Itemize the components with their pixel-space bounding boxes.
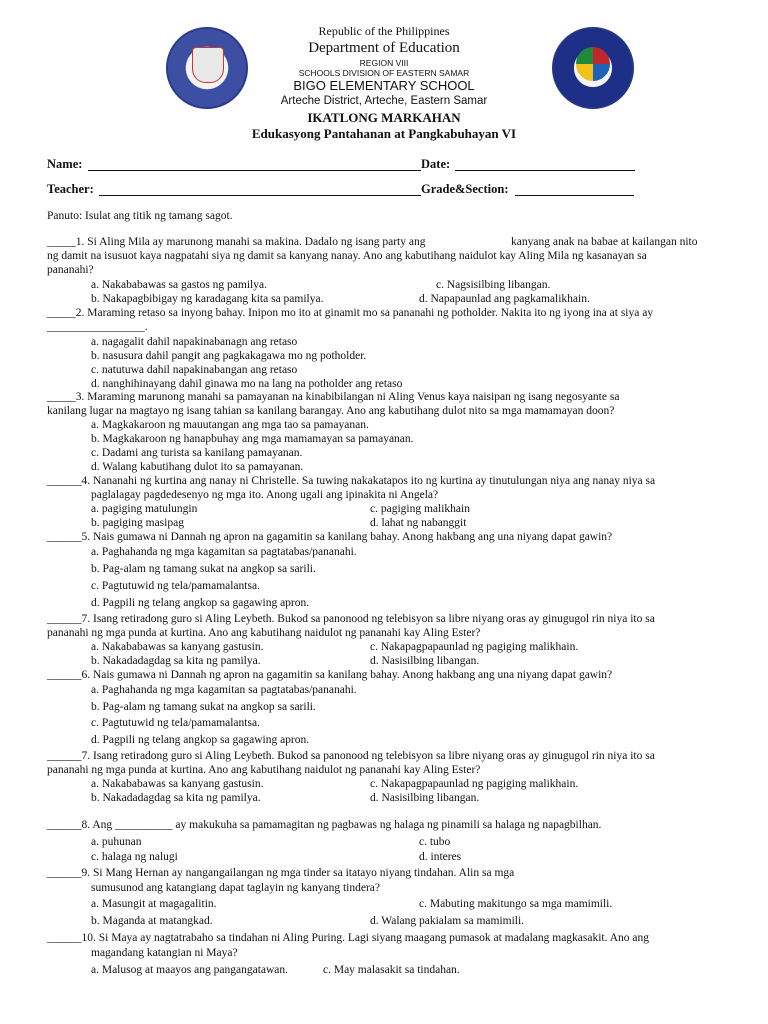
q2-line2: _________________. <box>47 321 148 333</box>
q2-line1: _____2. Maraming retaso sa inyong bahay. Inipon mo ito at ginamit mo sa pananahi ng potholder. Nakita ito ng iyong ina at siya ay <box>47 307 654 319</box>
q5-option-a: a. Paghahanda ng mga kagamitan sa pagtatabas/pananahi. <box>91 546 357 558</box>
q1-option-c: c. Nagsisilbing libangan. <box>436 279 551 291</box>
q4-option-b: b. pagiging masipag <box>91 517 184 529</box>
q3-line1: _____3. Maraming marunong manahi sa pamayanan na kinabibilangan ni Aling Venus kaya naisipan ng isang negosyante sa <box>47 391 620 403</box>
q9-option-d: d. Walang pakialam sa mamimili. <box>370 915 525 927</box>
region-line: REGION VIII <box>359 58 409 68</box>
q7b-line2: pananahi ng mga punda at kurtina. Ano ang kabutihang naidulot ng pananahi kay Aling Ester? <box>47 764 481 776</box>
division-line: SCHOOLS DIVISION OF EASTERN SAMAR <box>298 68 470 78</box>
q1-line3: pananahi? <box>47 264 94 276</box>
q1-option-a: a. Nakababawas sa gastos ng pamilya. <box>91 279 267 291</box>
q2-option-a: a. nagagalit dahil napakinabanagn ang retaso <box>91 336 298 348</box>
teacher-field[interactable] <box>99 195 421 196</box>
republic-line: Republic of the Philippines <box>318 24 450 38</box>
school-name: BIGO ELEMENTARY SCHOOL <box>293 78 475 93</box>
q1-option-d: d. Napapaunlad ang pagkamalikhain. <box>419 293 590 305</box>
q7-line1: ______7. Isang retiradong guro si Aling Leybeth. Bukod sa panonood ng telebisyon sa libre niyang oras ay ginugugol rin niya ito sa <box>47 613 655 625</box>
q5-line1: ______5. Nais gumawa ni Dannah ng apron na gagamitin sa kanilang bahay. Anong hakbang ang una niyang dapat gawin? <box>47 531 613 543</box>
q4-option-a: a. pagiging matulungin <box>91 503 198 515</box>
q9-line1: ______9. Si Mang Hernan ay nangangailangan ng mga tinder sa itatayo niyang tindahan. Alin sa mga <box>47 867 515 879</box>
q9-option-a: a. Masungit at magagalitin. <box>91 898 217 910</box>
q7b-line1: ______7. Isang retiradong guro si Aling Leybeth. Bukod sa panonood ng telebisyon sa libre niyang oras ay ginugugol rin niya ito sa <box>47 750 655 762</box>
grade-section-field[interactable] <box>515 195 634 196</box>
q3-option-b: b. Magkakaroon ng hanapbuhay ang mga mamamayan sa pamayanan. <box>91 433 414 445</box>
q3-option-a: a. Magkakaroon ng mauutangan ang mga tao sa pamayanan. <box>91 419 369 431</box>
q5-option-c: c. Pagtutuwid ng tela/pamamalantsa. <box>91 580 260 592</box>
q10-line2: magandang katangian ni Maya? <box>91 947 238 959</box>
q8-option-b: c. halaga ng nalugi <box>91 851 178 863</box>
q3-line2: kanilang lugar na magtayo ng isang tahian sa kanilang barangay. Ano ang kabutihang dulot nito sa mga mamamayan doon? <box>47 405 615 417</box>
instruction: Panuto: Isulat ang titik ng tamang sagot. <box>47 210 233 222</box>
q6-line1: ______6. Nais gumawa ni Dannah ng apron na gagamitin sa kanilang bahay. Anong hakbang ang una niyang dapat gawin? <box>47 669 613 681</box>
q8-option-c: c. tubo <box>419 836 451 848</box>
q8-option-d: d. interes <box>419 851 462 863</box>
subject-title: Edukasyong Pantahanan at Pangkabuhayan VI <box>251 126 517 141</box>
q9-line2: sumusunod ang katangiang dapat taglayin ng kanyang tindera? <box>91 882 381 894</box>
q6-option-d: d. Pagpili ng telang angkop sa gagawing apron. <box>91 734 310 746</box>
q4-line1: ______4. Nananahi ng kurtina ang nanay ni Christelle. Sa tuwing nakakatapos ito ng kurtina ay tinutulungan niya ang nanay niya sa <box>47 475 656 487</box>
q2-option-d: d. nanghihinayang dahil ginawa mo na lang na potholder ang retaso <box>91 378 403 390</box>
name-field[interactable] <box>88 170 421 171</box>
q9-option-c: c. Mabuting makitungo sa mga mamimili. <box>419 898 613 910</box>
q4-option-c: c. pagiging malikhain <box>370 503 470 515</box>
name-label: Name: <box>47 157 83 171</box>
q2-option-b: b. nasusura dahil pangit ang pagkakagawa mo ng potholder. <box>91 350 367 362</box>
q7-option-c: c. Nakapagpapaunlad ng pagiging malikhain. <box>370 641 579 653</box>
date-field[interactable] <box>455 170 635 171</box>
q3-option-c: c. Dadami ang turista sa kanilang pamayanan. <box>91 447 303 459</box>
grade-section-label: Grade&Section: <box>421 182 509 196</box>
q7-option-a: a. Nakababawas sa kanyang gastusin. <box>91 641 264 653</box>
q2-option-c: c. natutuwa dahil napakinabangan ang retaso <box>91 364 298 376</box>
q7-option-b: b. Nakadadagdag sa kita ng pamilya. <box>91 655 261 667</box>
q8-line1: ______8. Ang __________ ay makukuha sa pamamagitan ng pagbawas ng halaga ng pinamili sa halaga ng napagbilhan. <box>47 819 602 831</box>
q1-line1: _____1. Si Aling Mila ay marunong manahi sa makina. Dadalo ng isang party ang <box>47 236 426 248</box>
q7b-option-a: a. Nakababawas sa kanyang gastusin. <box>91 778 264 790</box>
q1-line2: ng damit na isusuot kaya nagpatahi siya ng damit sa kanyang nanay. Ano ang kabutihang naidulot kay Aling Mila ng kasanayan sa <box>47 250 647 262</box>
q4-option-d: d. lahat ng nabanggit <box>370 517 467 529</box>
q10-option-a: a. Malusog at maayos ang pangangatawan. <box>91 964 289 976</box>
q7b-option-d: d. Nasisilbing libangan. <box>370 792 480 804</box>
q8-option-a: a. puhunan <box>91 836 142 848</box>
q6-option-a: a. Paghahanda ng mga kagamitan sa pagtatabas/pananahi. <box>91 684 357 696</box>
q7b-option-b: b. Nakadadagdag sa kita ng pamilya. <box>91 792 261 804</box>
department-line: Department of Education <box>308 40 460 56</box>
q7b-option-c: c. Nakapagpapaunlad ng pagiging malikhain. <box>370 778 579 790</box>
teacher-label: Teacher: <box>47 182 94 196</box>
q5-option-d: d. Pagpili ng telang angkop sa gagawing apron. <box>91 597 310 609</box>
q4-line2: paglalagay pagdedesenyo ng mga ito. Anong ugali ang ipinakita ni Angela? <box>91 489 439 501</box>
q5-option-b: b. Pag-alam ng tamang sukat na angkop sa sarili. <box>91 563 316 575</box>
q10-line1: ______10. Si Maya ay nagtatrabaho sa tindahan ni Aling Puring. Lagi siyang maagang pumasok at madalang magkasakit. Ano ang <box>47 932 650 944</box>
q6-option-c: c. Pagtutuwid ng tela/pamamalantsa. <box>91 717 260 729</box>
district-line: Arteche District, Arteche, Eastern Samar <box>280 95 488 107</box>
q1-option-b: b. Nakapagbibigay ng karadagang kita sa pamilya. <box>91 293 324 305</box>
date-label: Date: <box>421 157 451 171</box>
q10-option-c: c. May malasakit sa tindahan. <box>323 964 460 976</box>
q7-line2: pananahi ng mga punda at kurtina. Ano ang kabutihang naidulot ng pananahi kay Aling Ester? <box>47 627 481 639</box>
q1-line1b: kanyang anak na babae at kailangan nito <box>511 236 698 248</box>
q6-option-b: b. Pag-alam ng tamang sukat na angkop sa sarili. <box>91 701 316 713</box>
q9-option-b: b. Maganda at matangkad. <box>91 915 213 927</box>
quarter-title: IKATLONG MARKAHAN <box>307 110 461 125</box>
q7-option-d: d. Nasisilbing libangan. <box>370 655 480 667</box>
q3-option-d: d. Walang kabutihang dulot ito sa pamayanan. <box>91 461 304 473</box>
